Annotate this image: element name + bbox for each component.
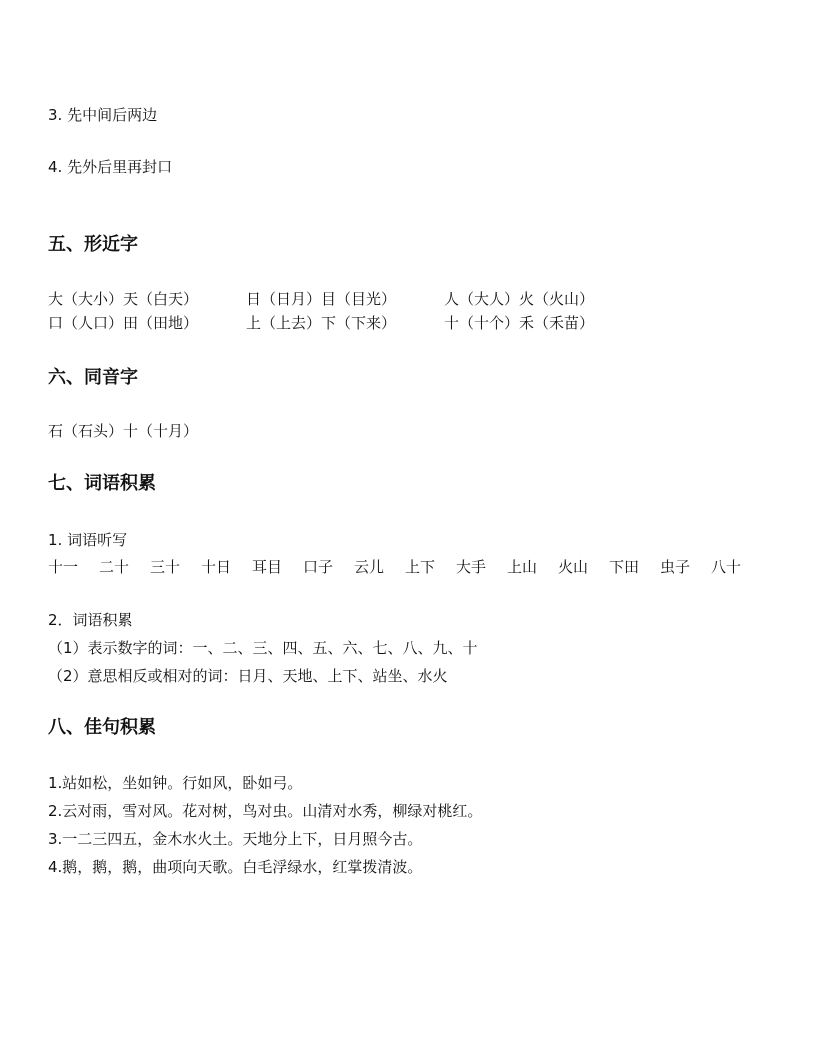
similar-char-r2c1: 口（人口）田（田地） <box>48 314 199 332</box>
dictation-word: 下田 <box>609 558 640 576</box>
accumulation-item-1: （1）表示数字的词：一、二、三、四、五、六、七、八、九、十 <box>48 639 478 657</box>
sentence-line-1: 1.站如松，坐如钟。行如风，卧如弓。 <box>48 774 303 792</box>
section-7-heading: 七、词语积累 <box>48 473 156 494</box>
similar-char-r1c2: 日（日月）目（目光） <box>246 290 397 308</box>
dictation-word: 十一 <box>48 558 79 576</box>
sentence-line-2: 2.云对雨，雪对风。花对树，鸟对虫。山清对水秀，柳绿对桃红。 <box>48 802 483 820</box>
section-8-heading: 八、佳句积累 <box>48 717 156 738</box>
similar-char-r1c1: 大（大小）天（白天） <box>48 290 199 308</box>
stroke-rule-3: 3. 先中间后两边 <box>48 106 158 124</box>
dictation-word: 八十 <box>711 558 742 576</box>
dictation-word: 虫子 <box>660 558 691 576</box>
similar-char-r2c3: 十（十个）禾（禾苗） <box>444 314 595 332</box>
dictation-word: 三十 <box>150 558 181 576</box>
accumulation-label: 2．词语积累 <box>48 611 133 629</box>
homophone-line: 石（石头）十（十月） <box>48 422 199 440</box>
dictation-word: 火山 <box>558 558 589 576</box>
section-6-heading: 六、同音字 <box>48 367 138 388</box>
sentence-line-3: 3.一二三四五，金木水火土。天地分上下，日月照今古。 <box>48 830 423 848</box>
dictation-word: 上下 <box>405 558 436 576</box>
dictation-word: 上山 <box>507 558 538 576</box>
accumulation-item-2: （2）意思相反或相对的词：日月、天地、上下、站坐、水火 <box>48 667 448 685</box>
dictation-word: 口子 <box>303 558 334 576</box>
dictation-word: 二十 <box>99 558 130 576</box>
dictation-word: 十日 <box>201 558 232 576</box>
similar-char-r2c2: 上（上去）下（下来） <box>246 314 397 332</box>
stroke-rule-4: 4. 先外后里再封口 <box>48 158 173 176</box>
similar-char-r1c3: 人（大人）火（火山） <box>444 290 595 308</box>
dictation-word: 大手 <box>456 558 487 576</box>
sentence-line-4: 4.鹅，鹅，鹅，曲项向天歌。白毛浮绿水，红掌拨清波。 <box>48 858 423 876</box>
dictation-word: 耳目 <box>252 558 283 576</box>
section-5-heading: 五、形近字 <box>48 234 138 255</box>
dictation-label: 1. 词语听写 <box>48 531 128 549</box>
dictation-word: 云儿 <box>354 558 385 576</box>
